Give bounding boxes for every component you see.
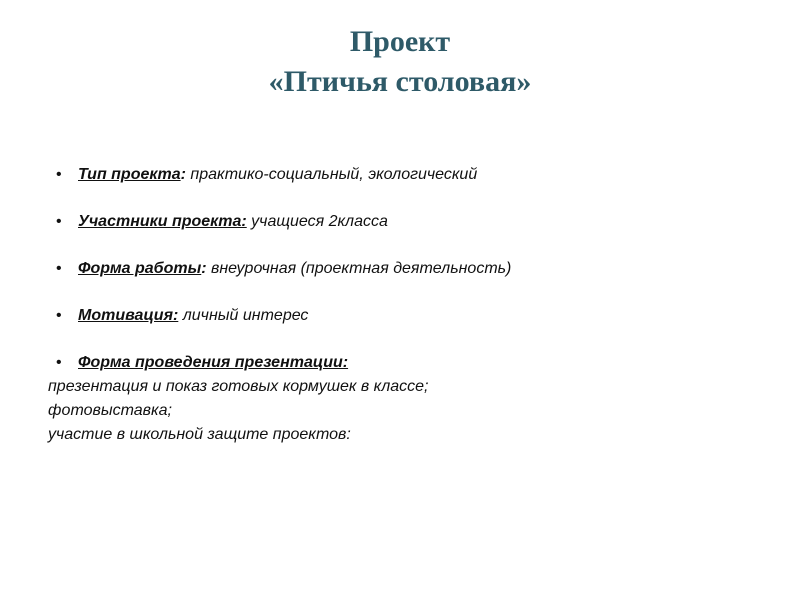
list-item-work-form xyxy=(48,257,768,281)
item-label: Форма проведения презентации: xyxy=(78,354,349,371)
item-label: Участники проекта: xyxy=(78,213,247,230)
list-item-motivation xyxy=(48,304,768,328)
detail-line: фотовыставка; xyxy=(48,402,172,419)
bullet-icon: • xyxy=(56,213,62,230)
slide-title xyxy=(0,22,800,102)
item-label: Тип проекта xyxy=(78,166,181,183)
detail-line: участие в школьной защите проектов: xyxy=(48,426,351,443)
slide-content xyxy=(48,163,768,447)
list-item-participants xyxy=(48,210,768,234)
bullet-icon: • xyxy=(56,307,62,324)
item-value: внеурочная (проектная деятельность) xyxy=(206,260,512,277)
item-value: учащиеся 2класса xyxy=(246,213,388,230)
item-separator: : xyxy=(201,260,207,277)
bullet-icon: • xyxy=(56,260,62,277)
item-label: Мотивация: xyxy=(78,307,179,324)
item-separator: : xyxy=(180,166,186,183)
item-value: практико-социальный, экологический xyxy=(185,166,478,183)
bullet-icon: • xyxy=(56,354,62,371)
item-value: личный интерес xyxy=(178,307,309,324)
list-item-project-type xyxy=(48,163,768,187)
bullet-icon: • xyxy=(56,166,62,183)
item-label: Форма работы xyxy=(78,260,202,277)
list-item-presentation-form xyxy=(48,351,768,375)
title-line-1: Проект xyxy=(349,25,451,58)
title-line-2: «Птичья столовая» xyxy=(268,65,532,98)
detail-line: презентация и показ готовых кормушек в классе; xyxy=(48,378,429,395)
